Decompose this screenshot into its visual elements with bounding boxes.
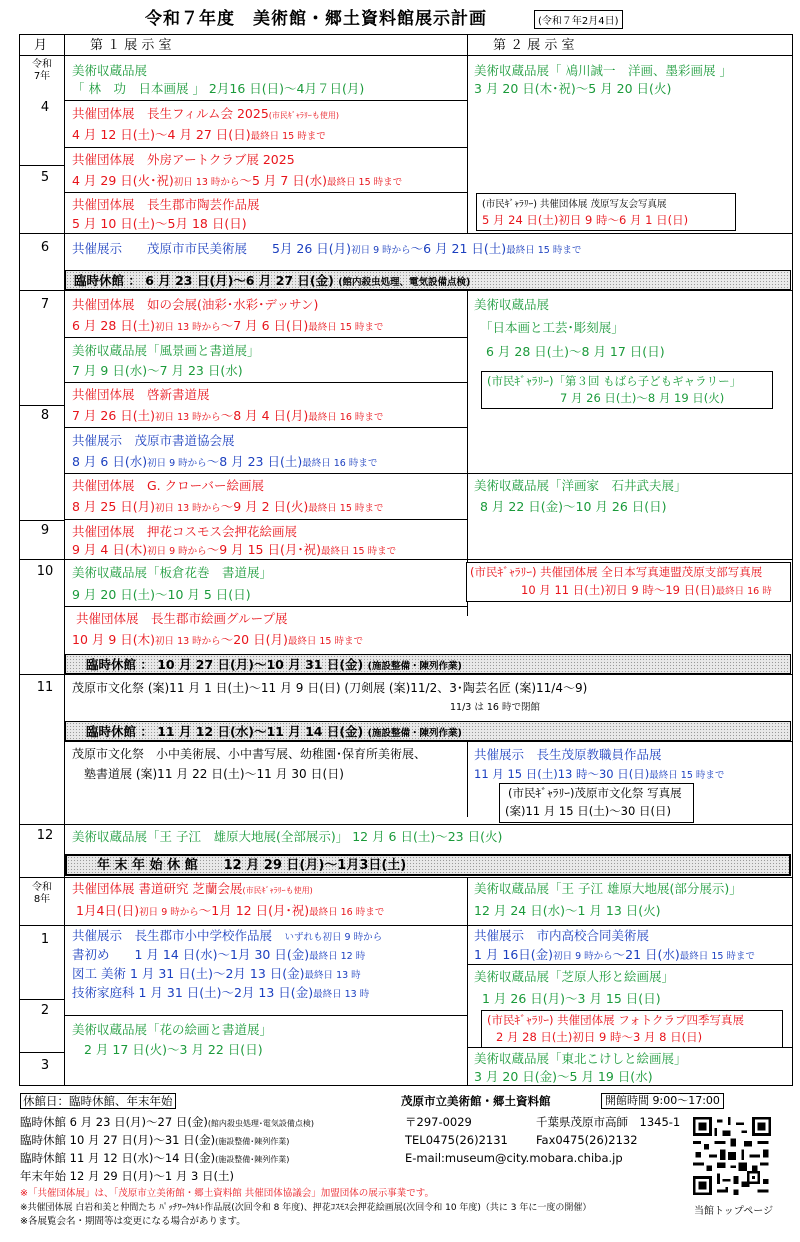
event-dates: 5 月 10 日(土)～5月 18 日(日): [72, 216, 247, 231]
closure-text: 臨時休館 ： 6 月 23 日(月)～6 月 27 日(金) (館内殺虫処理、電気設備点検): [74, 273, 471, 288]
event-divider: [64, 925, 792, 926]
revision-date: (令和７年2月4日): [534, 10, 623, 29]
address: 千葉県茂原市高師 1345-1: [536, 1115, 681, 1129]
header-divider: [20, 55, 792, 56]
event-dates: 7 月 9 日(水)～7 月 23 日(水): [72, 363, 243, 378]
month-label: 令和: [32, 882, 52, 893]
month-label: 8年: [33, 894, 51, 905]
month-label: 3: [40, 1058, 50, 1073]
event-divider: [64, 192, 467, 193]
month-divider: [20, 290, 792, 291]
event-title: 共催団体展 G. クローバー絵画展: [72, 478, 265, 493]
month-divider: [20, 233, 792, 234]
event-title: 共催団体展 長生フィルム会 2025(市民ｷﾞｬﾗﾘｰも使用): [72, 106, 340, 121]
title-row: [0, 2, 800, 28]
event-dates: 2 月 28 日(土)初日 9 時～3 月 8 日(日): [496, 1030, 703, 1044]
event-divider: [64, 741, 792, 742]
opening-hours: 開館時間 9:00～17:00: [601, 1093, 724, 1109]
month-label: 9: [40, 523, 50, 538]
temporary-closure-bar: [65, 654, 791, 674]
email-link[interactable]: E-mail:museum@city.mobara.chiba.jp: [405, 1151, 623, 1165]
event-note: 11/3 は 16 時で閉館: [450, 702, 540, 713]
room-divider: [467, 55, 468, 233]
temporary-closure-bar: [65, 721, 791, 741]
event-divider: [64, 382, 467, 383]
event-title: 美術収蔵品展「風景画と書道展」: [72, 343, 260, 358]
event-dates: 8 月 25 日(月)初日 13 時から～9 月 2 日(火)最終日 15 時まで: [72, 499, 384, 514]
event-divider: [64, 1015, 467, 1016]
event-title: 美術収蔵品展「洋画家 石井武夫展」: [474, 478, 687, 493]
event-divider: [64, 606, 467, 607]
event-title: 美術収蔵品展「板倉花巻 書道展」: [72, 565, 273, 580]
event-dates: 10 月 11 日(土)初日 9 時～19 日(日)最終日 16 時: [521, 583, 772, 597]
event-title: 共催展示 茂原市書道協会展: [72, 433, 235, 448]
event-title: 「日本画と工芸･彫刻展」: [480, 320, 624, 335]
month-label: 7: [40, 297, 50, 312]
event-dates: 6 月 28 日(土)～8 月 17 日(日): [486, 344, 665, 359]
event-divider: [64, 473, 792, 474]
month-divider: [20, 559, 792, 560]
citizen-gallery-box: [499, 783, 694, 823]
event-divider: [64, 100, 467, 101]
event-dates: 技術家庭科 1 月 31 日(土)～2月 13 日(金)最終日 13 時: [72, 985, 370, 1000]
event-dates: 6 月 28 日(土)初日 13 時から～7 月 6 日(日)最終日 15 時まで: [72, 318, 384, 333]
event-title: 共催団体展 如の会展(油彩･水彩･デッサン): [72, 297, 319, 312]
event-dates: 9 月 4 日(木)初日 9 時から～9 月 15 日(月･祝)最終日 15 時まで: [72, 542, 397, 557]
month-divider: [20, 165, 64, 166]
event-title: 共催団体展 押花コスモス会押花絵画展: [72, 524, 298, 539]
qr-code[interactable]: [693, 1117, 771, 1195]
month-label: 12: [36, 828, 54, 843]
event-title: 美術収蔵品展「花の絵画と書道展」: [72, 1022, 273, 1037]
event-title: 美術収蔵品展「王 子江 雄原大地展(全部展示)」 12 月 6 日(土)～23 日(火): [72, 829, 503, 844]
fax: Fax0475(26)2132: [536, 1133, 638, 1147]
event-title: 共催団体展 書道研究 芝蘭会展(市民ｷﾞｬﾗﾘｰも使用): [72, 881, 313, 896]
room2-column-header: 第 ２ 展 示 室: [493, 38, 575, 53]
month-label: 令和: [32, 59, 52, 70]
event-title: 美術収蔵品展「 鳰川誠一 洋画、墨彩画展 」: [474, 63, 732, 78]
event-title: 美術収蔵品展「王 子江 雄原大地展(部分展示)」: [474, 881, 742, 896]
citizen-gallery-box: [481, 371, 773, 409]
event-dates: 2 月 17 日(火)～3 月 22 日(日): [84, 1042, 263, 1057]
month-label: 8: [40, 408, 50, 423]
month-divider: [20, 925, 64, 926]
event-dates: 塾書道展 (案)11 月 22 日(土)～11 月 30 日(日): [84, 767, 344, 781]
event-title: 共催展示 長生茂原教職員作品展: [474, 747, 662, 762]
event-dates: 3 月 20 日(木･祝)～5 月 20 日(火): [474, 81, 672, 96]
event-dates: 書初め 1 月 14 日(水)～1月 30 日(金)最終日 12 時: [72, 947, 366, 962]
event-dates: 8 月 22 日(金)～10 月 26 日(日): [480, 499, 667, 514]
footnote: ※「共催団体展」は、「茂原市立美術館・郷土資料館 共催団体協議会」加盟団体の展示事業です。: [20, 1188, 434, 1199]
month-divider: [20, 824, 792, 825]
event-dates: 7 月 26 日(土)～8 月 19 日(火): [560, 391, 725, 405]
footnote: ※各展覧会名・期間等は変更になる場合があります。: [20, 1216, 246, 1227]
event-title: (市民ｷﾞｬﾗﾘｰ)茂原市文化祭 写真展: [508, 786, 682, 800]
citizen-gallery-box: [466, 562, 791, 602]
event-divider: [64, 337, 467, 338]
closure-summary: 臨時休館 6 月 23 日(月)～27 日(金)(館内殺虫処理･電気設備点検): [20, 1115, 315, 1129]
event-title: 共催団体展 外房アートクラブ展 2025: [72, 152, 295, 167]
closure-summary: 臨時休館 10 月 27 日(月)～31 日(金)(施設整備･陳列作業): [20, 1133, 290, 1147]
month-divider: [20, 405, 64, 406]
event-title: (市民ｷﾞｬﾗﾘｰ) 共催団体展 全日本写真連盟茂原支部写真展: [470, 565, 763, 579]
event-title: 美術収蔵品展: [474, 297, 550, 312]
page-title: 令和７年度 美術館・郷土資料館展示計画: [145, 9, 487, 29]
event-dates: 5 月 24 日(土)初日 9 時～6 月 1 日(日): [482, 213, 689, 227]
event-title: (市民ｷﾞｬﾗﾘｰ) 共催団体展 茂原写友会写真展: [482, 199, 667, 210]
event-divider: [64, 519, 467, 520]
event-title: (市民ｷﾞｬﾗﾘｰ)「第３回 もばら子どもギャラリー」: [487, 374, 742, 388]
month-divider: [20, 877, 792, 878]
event-title: (市民ｷﾞｬﾗﾘｰ) 共催団体展 フォトクラブ四季写真展: [487, 1013, 744, 1027]
schedule-table: [19, 34, 793, 1086]
month-label: 1: [40, 932, 50, 947]
closure-text: 臨時休館 ： 10 月 27 日(月)～10 月 31 日(金) (施設整備・陳列作業): [86, 657, 462, 672]
organization-name: 茂原市立美術館・郷土資料館: [401, 1094, 551, 1108]
closed-days-legend: 休館日：臨時休館、年末年始: [20, 1093, 176, 1109]
event-title: 共催展示 長生郡市小中学校作品展 いずれも初日 9 時から: [72, 928, 383, 943]
month-divider: [20, 674, 792, 675]
month-divider: [20, 1052, 64, 1053]
event-dates: 9 月 20 日(土)～10 月 5 日(日): [72, 587, 251, 602]
event-title: 共催団体展 長生郡市絵画グループ展: [76, 611, 288, 626]
event-dates: 1月4日(日)初日 9 時から～1月 12 日(月･祝)最終日 16 時まで: [76, 903, 385, 918]
closure-summary: 年末年始 12 月 29 日(月)～1 月 3 日(土): [20, 1169, 234, 1183]
month-label: 6: [40, 240, 50, 255]
event-dates: 4 月 12 日(土)～4 月 27 日(日)最終日 15 時まで: [72, 127, 326, 142]
event-title: 茂原市文化祭 小中美術展、小中書写展、幼稚園･保育所美術展、: [72, 747, 427, 761]
closure-text: 臨時休館 ： 11 月 12 日(水)～11 月 14 日(金) (施設整備・陳列作業): [86, 724, 462, 739]
event-title: 共催団体展 啓新書道展: [72, 387, 210, 402]
event-divider: [64, 147, 467, 148]
month-label: 10: [36, 564, 54, 579]
event-dates: 図工 美術 1 月 31 日(土)～2月 13 日(金)最終日 13 時: [72, 966, 361, 981]
temporary-closure-bar: [65, 270, 791, 290]
footnote: ※共催団体展 白岩和美と仲間たち ﾊﾟｯﾁﾜｰｸｷﾙﾄ作品展(次回令和 8 年度)、押花ｺｽﾓｽ会押花絵画展(次回令和 10 年度)（共に 3 年に一度の開催）: [20, 1203, 592, 1213]
event-dates: 4 月 29 日(火･祝)初日 13 時から～5 月 7 日(水)最終日 15 時まで: [72, 173, 403, 188]
event-dates: 8 月 6 日(水)初日 9 時から～8 月 23 日(土)最終日 16 時まで: [72, 454, 378, 469]
event-title: 美術収蔵品展「芝原人形と絵画展」: [474, 969, 675, 984]
month-column-header: 月: [34, 38, 48, 53]
event-divider: [467, 964, 792, 965]
year-end-closure-bar: [65, 854, 791, 876]
citizen-gallery-box: [476, 193, 736, 231]
room-divider: [467, 741, 468, 817]
month-label: 11: [36, 680, 54, 695]
room1-column-header: 第 １ 展 示 室: [90, 38, 172, 53]
event-dates: 「 林 功 日本画展 」 2月16 日(日)～4月７日(月): [72, 81, 365, 96]
telephone: TEL0475(26)2131: [405, 1133, 508, 1147]
event-title: 共催団体展 長生郡市陶芸作品展: [72, 197, 260, 212]
event-dates: 12 月 24 日(水)～1 月 13 日(火): [474, 903, 661, 918]
citizen-gallery-box: [481, 1010, 783, 1048]
event-dates: 10 月 9 日(木)初日 13 時から～20 日(月)最終日 15 時まで: [72, 632, 363, 647]
room-divider: [467, 877, 468, 1085]
qr-label: 当館トップページ: [694, 1206, 774, 1217]
event-title: 茂原市文化祭 (案)11 月 1 日(土)～11 月 9 日(日) (刀剣展 (案)11/2、3･陶芸名匠 (案)11/4～9): [72, 681, 588, 695]
postal-code: 〒297-0029: [405, 1115, 472, 1129]
month-label: 5: [40, 170, 50, 185]
event-divider: [64, 427, 467, 428]
event-title: 美術収蔵品展「東北こけしと絵画展」: [474, 1051, 687, 1066]
month-divider: [20, 999, 64, 1000]
event-dates: 1 月 26 日(月)～3 月 15 日(日): [482, 991, 661, 1006]
closure-text: 年 末 年 始 休 館 12 月 29 日(月)～1月3日(土): [97, 858, 407, 873]
event-dates: 11 月 15 日(土)13 時～30 日(日)最終日 15 時まで: [474, 767, 725, 781]
month-label: 4: [40, 100, 50, 115]
event-dates: 1 月 16日(金)初日 9 時から～21 日(水)最終日 15 時まで: [474, 947, 755, 962]
event-title: 共催展示 茂原市市民美術展 5月 26 日(月)初日 9 時から～6 月 21 日(土)最終日 15 時まで: [72, 241, 582, 256]
event-title: 共催展示 市内高校合同美術展: [474, 928, 650, 943]
event-dates: (案)11 月 15 日(土)～30 日(日): [505, 804, 671, 818]
event-dates: 3 月 20 日(金)～5 月 19 日(水): [474, 1069, 653, 1084]
month-divider: [20, 520, 64, 521]
event-dates: 7 月 26 日(土)初日 13 時から～8 月 4 日(月)最終日 16 時まで: [72, 408, 384, 423]
event-title: 美術収蔵品展: [72, 63, 148, 78]
month-label: 2: [40, 1003, 50, 1018]
closure-summary: 臨時休館 11 月 12 日(水)～14 日(金)(施設整備･陳列作業): [20, 1151, 290, 1165]
month-label: 7年: [33, 71, 51, 82]
